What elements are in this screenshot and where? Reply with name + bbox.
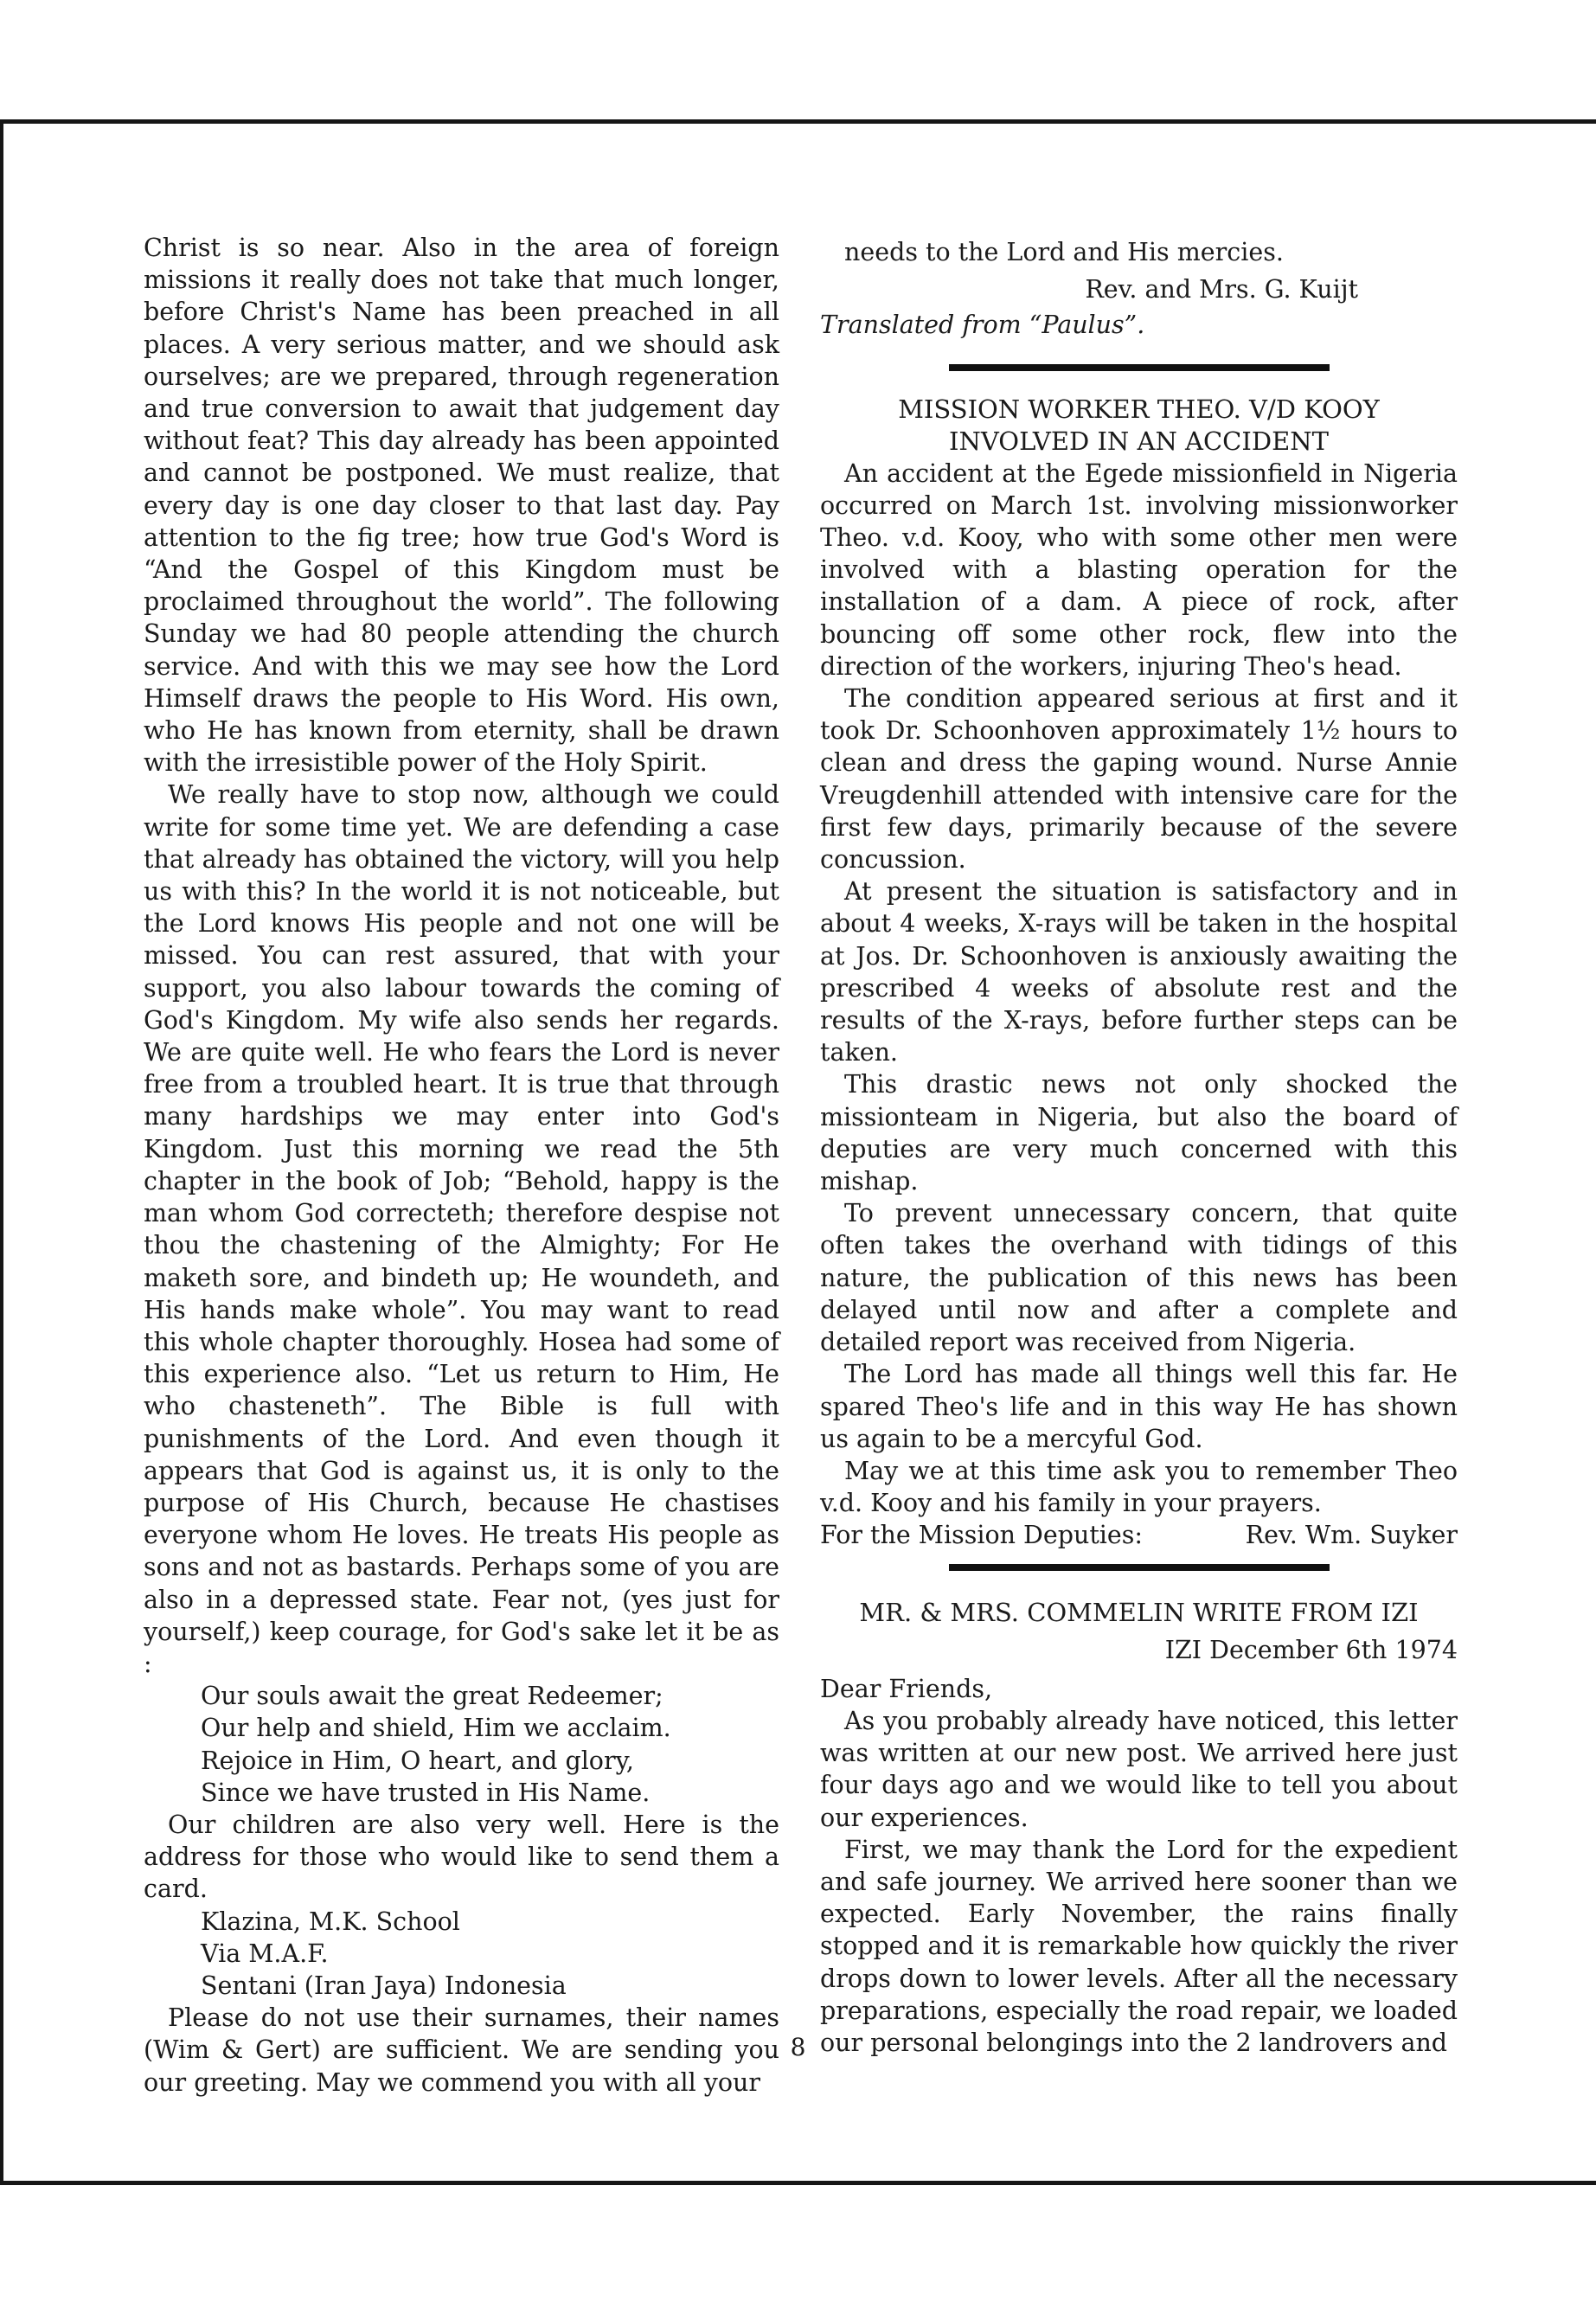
verse-line: Since we have trusted in His Name. xyxy=(201,1778,651,1807)
address-line: Via M.A.F. xyxy=(201,1939,329,1968)
article-headline: MISSION WORKER THEO. V/D KOOY xyxy=(898,394,1380,424)
credit-label: For the Mission Deputies: xyxy=(820,1521,1144,1550)
paragraph: The condition appeared serious at first and it took Dr. Schoonhoven approximately 1½ hours to clean and dress the gaping wound. Nurse Annie Vreugdenhill attended with intensive care for the first few days, primarily because of the severe concussion. xyxy=(820,684,1458,875)
paragraph: Please do not use their surnames, their names (Wim & Gert) are sufficient. We are sending you our greeting. May we commend you with all your xyxy=(144,2003,779,2097)
article-headline: MR. & MRS. COMMELIN WRITE FROM IZI xyxy=(859,1597,1419,1627)
paragraph: needs to the Lord and His mercies. xyxy=(844,238,1284,266)
paragraph: The Lord has made all things well this far. He spared Theo's life and in this way He has shown us again to be a mercyful God. xyxy=(820,1360,1458,1453)
paragraph: As you probably already have noticed, this letter was written at our new post. We arrived here just four days ago and we would like to tell you about our experiences. xyxy=(820,1706,1458,1832)
paragraph: Our children are also very well. Here is the address for those who would like to send them a card. xyxy=(144,1810,779,1904)
address-line: Klazina, M.K. School xyxy=(201,1907,460,1936)
verse-line: Our help and shield, Him we acclaim. xyxy=(201,1714,671,1743)
top-rule xyxy=(0,119,1596,124)
paragraph: To prevent unnecessary concern, that quite often takes the overhand with tidings of this nature, the publication of this news has been delayed until now and after a complete and detailed report was received from Nigeria. xyxy=(820,1199,1458,1357)
salutation: Dear Friends, xyxy=(820,1674,993,1703)
paragraph: An accident at the Egede missionfield in Nigeria occurred on March 1st. involving missionworker Theo. v.d. Kooy, who with some other men were involved with a blasting operation for the installation of a dam. A piece of rock, after bouncing off some other rock, flew into the direction of the workers, injuring Theo's head. xyxy=(820,458,1458,681)
right-column xyxy=(820,236,1458,2059)
paragraph: May we at this time ask you to remember Theo v.d. Kooy and his family in your prayers. xyxy=(820,1456,1458,1518)
left-column xyxy=(144,232,779,2099)
credit-name: Rev. Wm. Suyker xyxy=(1245,1521,1458,1550)
article-headline: INVOLVED IN AN ACCIDENT xyxy=(949,426,1329,456)
dateline: IZI December 6th 1974 xyxy=(1164,1635,1458,1664)
paragraph: First, we may thank the Lord for the expedient and safe journey. We arrived here sooner than we expected. Early November, the rains finally stopped and it is remarkable how quickly the river drops down to lower levels. After all the necessary preparations, especially the road repair, we loaded our personal belongings into the 2 landrovers and xyxy=(820,1835,1458,2057)
paragraph: Christ is so near. Also in the area of foreign missions it really does not take that much longer, before Christ's Name has been preached in all places. A very serious matter, and we should ask ourselves; are we prepared, through regeneration and true conversion to await that judgement day without feat? This day already has been appointed and cannot be postponed. We must realize, that every day is one day closer to that last day. Pay attention to the fig tree; how true God's Word is “And the Gospel of this Kingdom must be proclaimed throughout the world”. The following Sunday we had 80 people attending the church service. And with this we may see how the Lord Himself draws the people to His Word. His own, who He has known from eternity, shall be drawn with the irresistible power of the Holy Spirit. xyxy=(144,234,779,778)
section-divider xyxy=(949,364,1330,371)
paragraph: We really have to stop now, although we could write for some time yet. We are defending a case that already has obtained the victory, will you help us with this? In the world it is not noticeable, but the Lord knows His people and not one will be missed. You can rest assured, that with your support, you also labour towards the coming of God's Kingdom. My wife also sends her regards. We are quite well. He who fears the Lord is never free from a troubled heart. It is true that through many hardships we may enter into God's Kingdom. Just this morning we read the 5th chapter in the book of Job; “Behold, happy is the man whom God correcteth; therefore despise not thou the chastening of the Almighty; For He maketh sore, and bindeth up; He woundeth, and His hands make whole”. You may want to read this whole chapter thoroughly. Hosea had some of this experience also. “Let us return to Him, He who chasteneth”. The Bible is full with punishments of the Lord. And even though it appears that God is against us, it is only to the purpose of His Church, because He chastises everyone whom He loves. He treats His people as sons and not as bastards. Perhaps some of you are also in a depressed state. Fear not, (yes just for yourself,) keep courage, for God's sake let it be as : xyxy=(144,780,779,1678)
page-number: 8 xyxy=(790,2033,806,2061)
address-line: Sentani (Iran Jaya) Indonesia xyxy=(201,1971,567,2000)
bottom-rule xyxy=(0,2181,1596,2185)
paragraph: At present the situation is satisfactory and in about 4 weeks, X-rays will be taken in the hospital at Jos. Dr. Schoonhoven is anxiously awaiting the prescribed 4 weeks of absolute rest and the results of the X-rays, before further steps can be taken. xyxy=(820,877,1458,1067)
verse-line: Our souls await the great Redeemer; xyxy=(201,1682,663,1711)
verse-line: Rejoice in Him, O heart, and glory, xyxy=(201,1746,634,1775)
paragraph: This drastic news not only shocked the missionteam in Nigeria, but also the board of deputies are very much concerned with this mishap. xyxy=(820,1070,1458,1196)
section-divider xyxy=(949,1564,1330,1571)
left-edge xyxy=(0,119,3,2185)
article-credit xyxy=(820,1519,1458,1551)
letter-signature: Rev. and Mrs. G. Kuijt xyxy=(1085,275,1358,304)
translation-note: Translated from “Paulus”. xyxy=(820,311,1145,340)
